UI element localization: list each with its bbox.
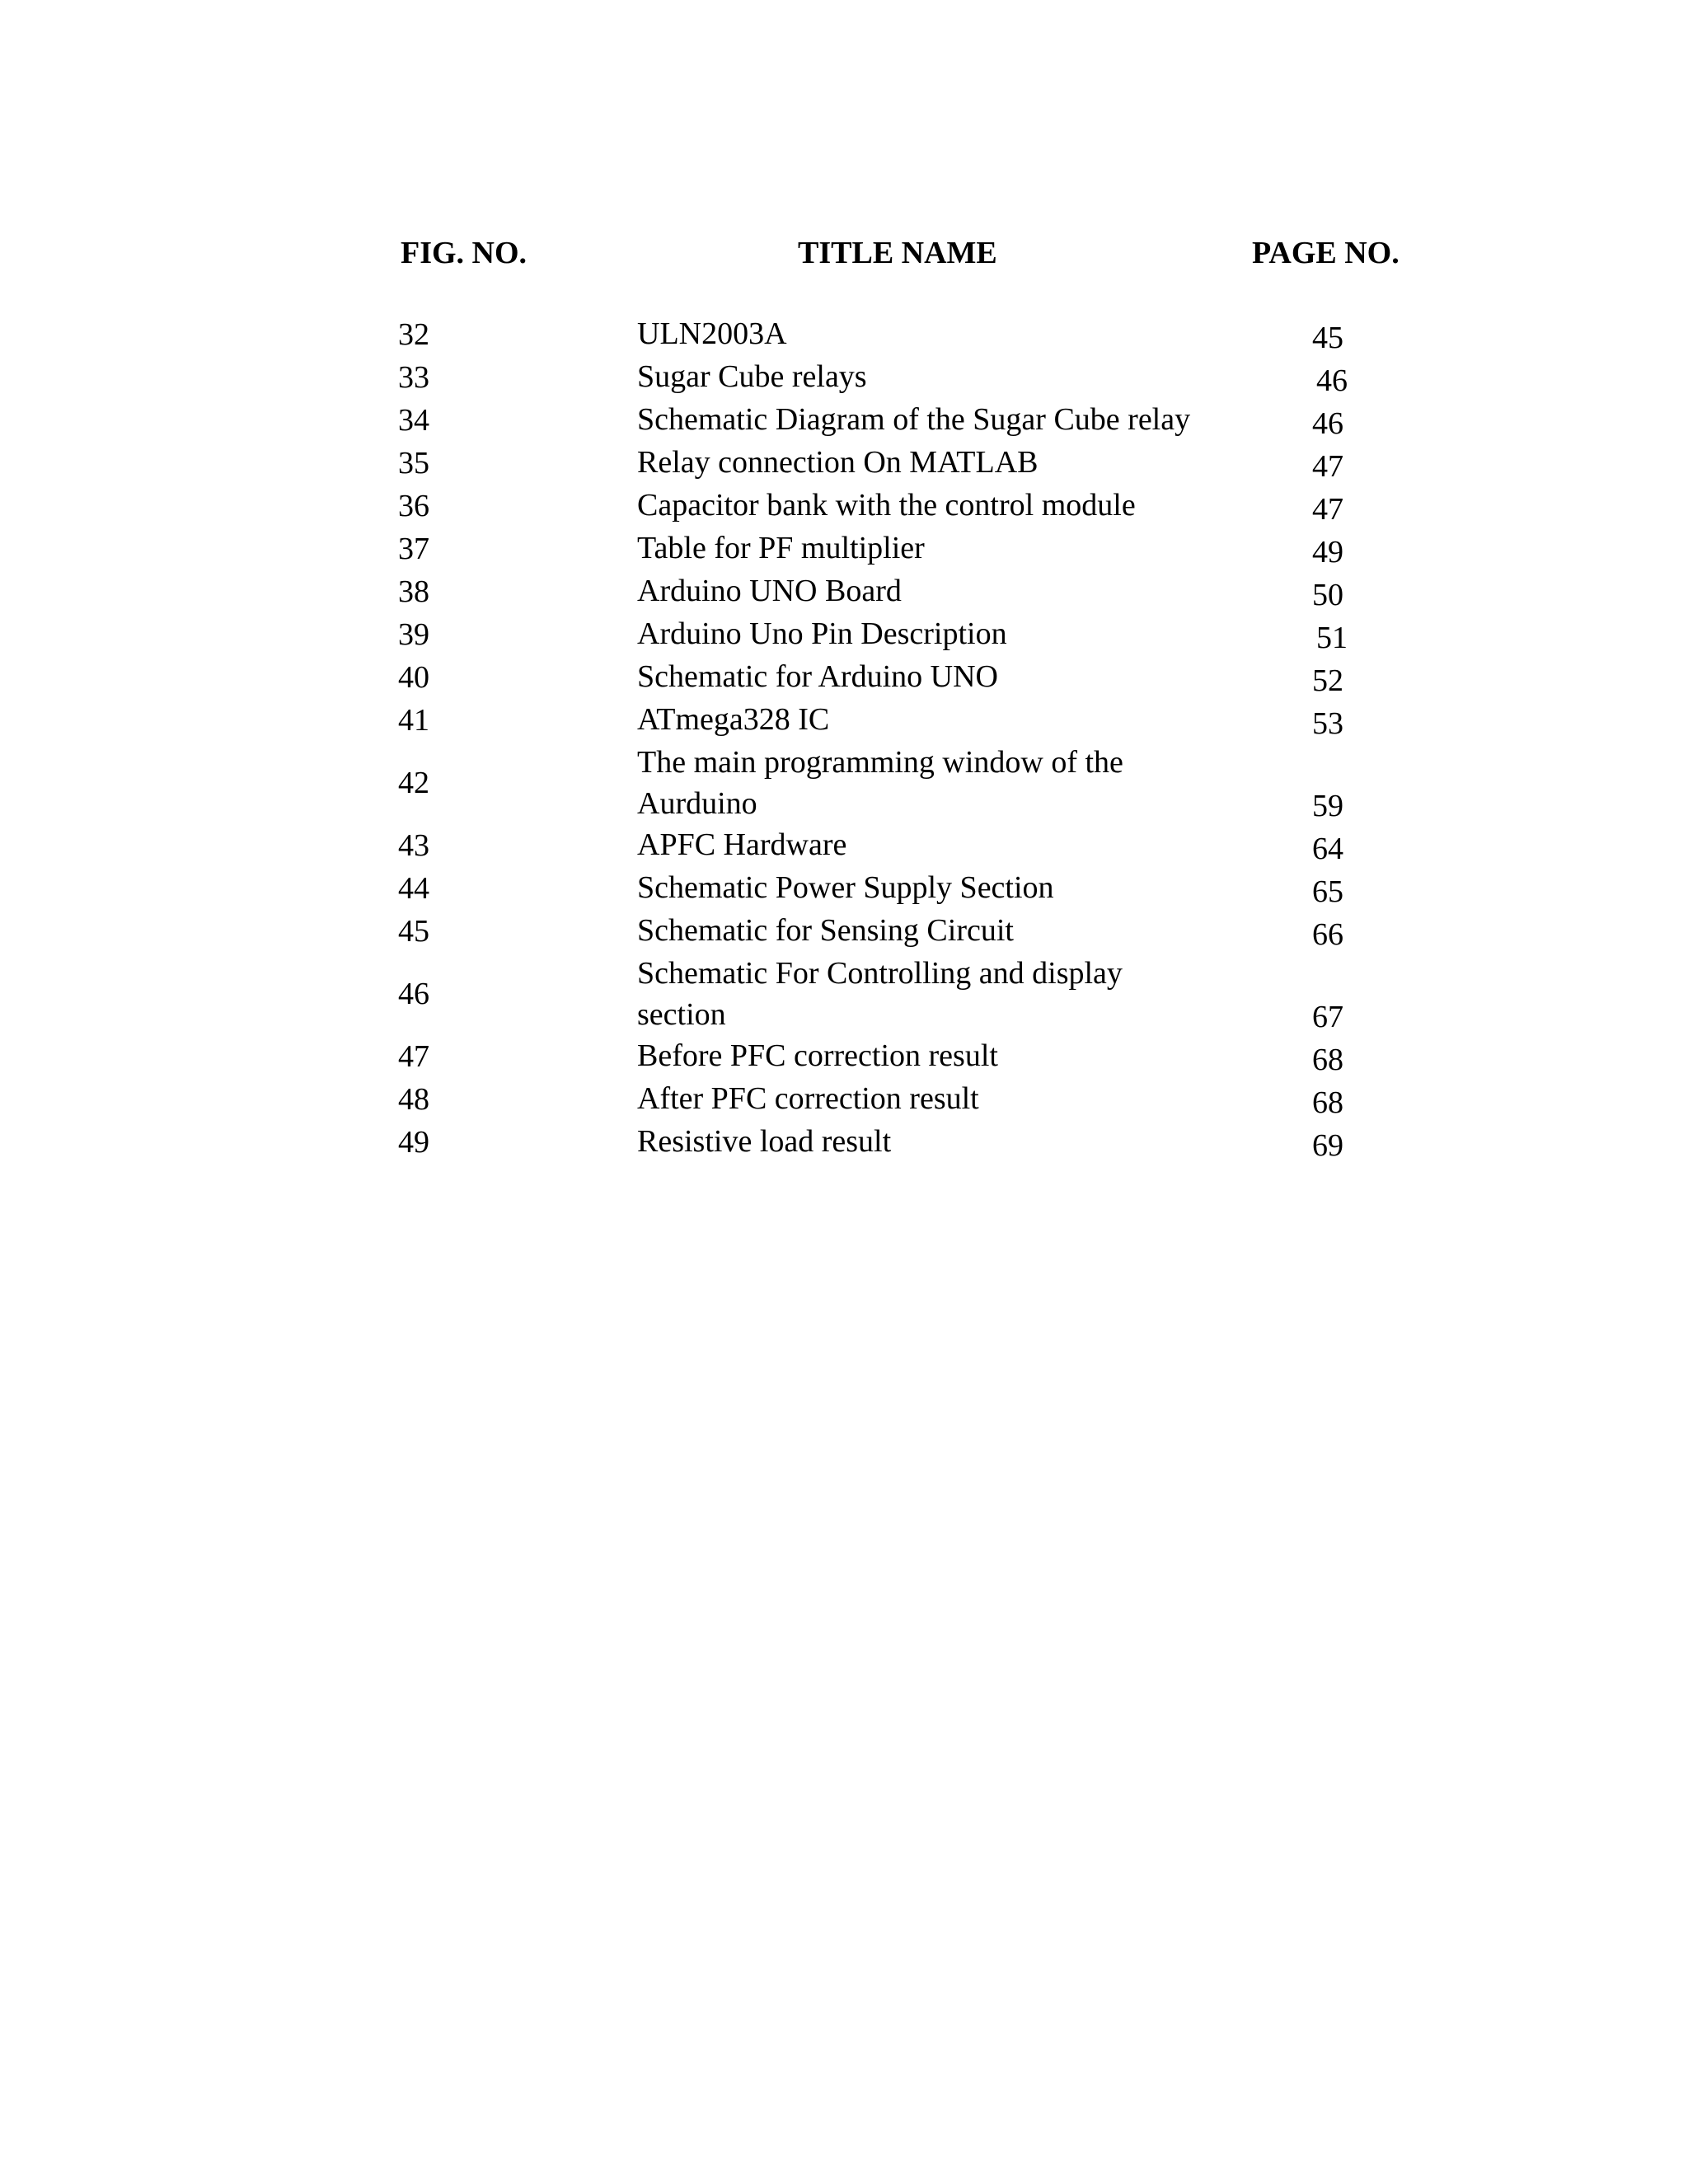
table-row	[0, 313, 1688, 356]
table-row	[0, 824, 1688, 867]
fig-title: ULN2003A	[637, 316, 787, 351]
fig-title: Relay connection On MATLAB	[637, 445, 1039, 480]
page-number: 68	[1312, 1043, 1343, 1077]
fig-number: 42	[398, 766, 429, 800]
table-row	[0, 742, 1688, 824]
fig-title: Before PFC correction result	[637, 1038, 998, 1073]
fig-title	[637, 742, 1247, 824]
page-number: 52	[1312, 663, 1343, 698]
page-number: 69	[1312, 1128, 1343, 1163]
page-number: 47	[1312, 449, 1343, 484]
fig-title: ATmega328 IC	[637, 702, 830, 737]
table-row	[0, 1121, 1688, 1164]
fig-number: 48	[398, 1082, 429, 1117]
table-row	[0, 356, 1688, 399]
fig-title: Arduino UNO Board	[637, 574, 902, 608]
fig-number: 45	[398, 914, 429, 949]
page-number: 45	[1312, 321, 1343, 355]
page-number: 68	[1312, 1085, 1343, 1120]
table-row	[0, 1078, 1688, 1121]
fig-number: 33	[398, 360, 429, 395]
fig-title	[637, 953, 1247, 1035]
fig-title: APFC Hardware	[637, 827, 847, 862]
fig-number: 43	[398, 828, 429, 863]
page-number: 49	[1312, 535, 1343, 569]
fig-number: 32	[398, 317, 429, 352]
fig-number: 36	[398, 489, 429, 523]
page-number: 46	[1312, 406, 1343, 441]
fig-title-line-1: The main programming window of the	[637, 745, 1123, 780]
fig-number: 44	[398, 871, 429, 906]
fig-number: 39	[398, 617, 429, 652]
header-title-name: TITLE NAME	[798, 236, 997, 270]
page-number: 65	[1312, 874, 1343, 909]
page-number: 50	[1312, 578, 1343, 612]
table-header	[0, 232, 1688, 274]
fig-number: 47	[398, 1039, 429, 1074]
figure-list	[0, 313, 1688, 1164]
page-number: 64	[1312, 832, 1343, 866]
page-number: 51	[1316, 621, 1348, 655]
fig-title: After PFC correction result	[637, 1081, 979, 1116]
table-row	[0, 1035, 1688, 1078]
fig-title: Table for PF multiplier	[637, 531, 925, 565]
fig-number: 41	[398, 703, 429, 738]
fig-title: Arduino Uno Pin Description	[637, 616, 1007, 651]
fig-number: 38	[398, 574, 429, 609]
fig-title-line-2: Aurduino	[637, 786, 757, 821]
table-row	[0, 570, 1688, 613]
fig-number: 35	[398, 446, 429, 480]
page-number: 46	[1316, 363, 1348, 398]
header-page-no: PAGE NO.	[1252, 236, 1400, 270]
table-row	[0, 442, 1688, 485]
table-row	[0, 399, 1688, 442]
page-number: 66	[1312, 917, 1343, 952]
fig-title-line-1: Schematic For Controlling and display	[637, 956, 1123, 991]
table-row	[0, 699, 1688, 742]
table-row	[0, 910, 1688, 953]
fig-title: Schematic for Arduino UNO	[637, 659, 998, 694]
fig-number: 34	[398, 403, 429, 438]
fig-title: Schematic Diagram of the Sugar Cube relay	[637, 402, 1191, 437]
page-number: 59	[1312, 789, 1343, 823]
table-row	[0, 613, 1688, 656]
fig-title: Resistive load result	[637, 1124, 892, 1159]
fig-title: Schematic Power Supply Section	[637, 870, 1054, 905]
header-fig-no: FIG. NO.	[401, 236, 528, 270]
table-row	[0, 656, 1688, 699]
page-number: 53	[1312, 706, 1343, 741]
fig-title: Schematic for Sensing Circuit	[637, 913, 1014, 948]
fig-number: 46	[398, 977, 429, 1011]
table-row	[0, 485, 1688, 527]
page-number: 47	[1312, 492, 1343, 527]
fig-title: Sugar Cube relays	[637, 359, 867, 394]
fig-title: Capacitor bank with the control module	[637, 488, 1136, 523]
table-row	[0, 867, 1688, 910]
page-number: 67	[1312, 1000, 1343, 1034]
table-row	[0, 527, 1688, 570]
fig-title-line-2: section	[637, 997, 726, 1032]
fig-number: 49	[398, 1125, 429, 1160]
fig-number: 40	[398, 660, 429, 695]
table-row	[0, 953, 1688, 1035]
fig-number: 37	[398, 532, 429, 566]
